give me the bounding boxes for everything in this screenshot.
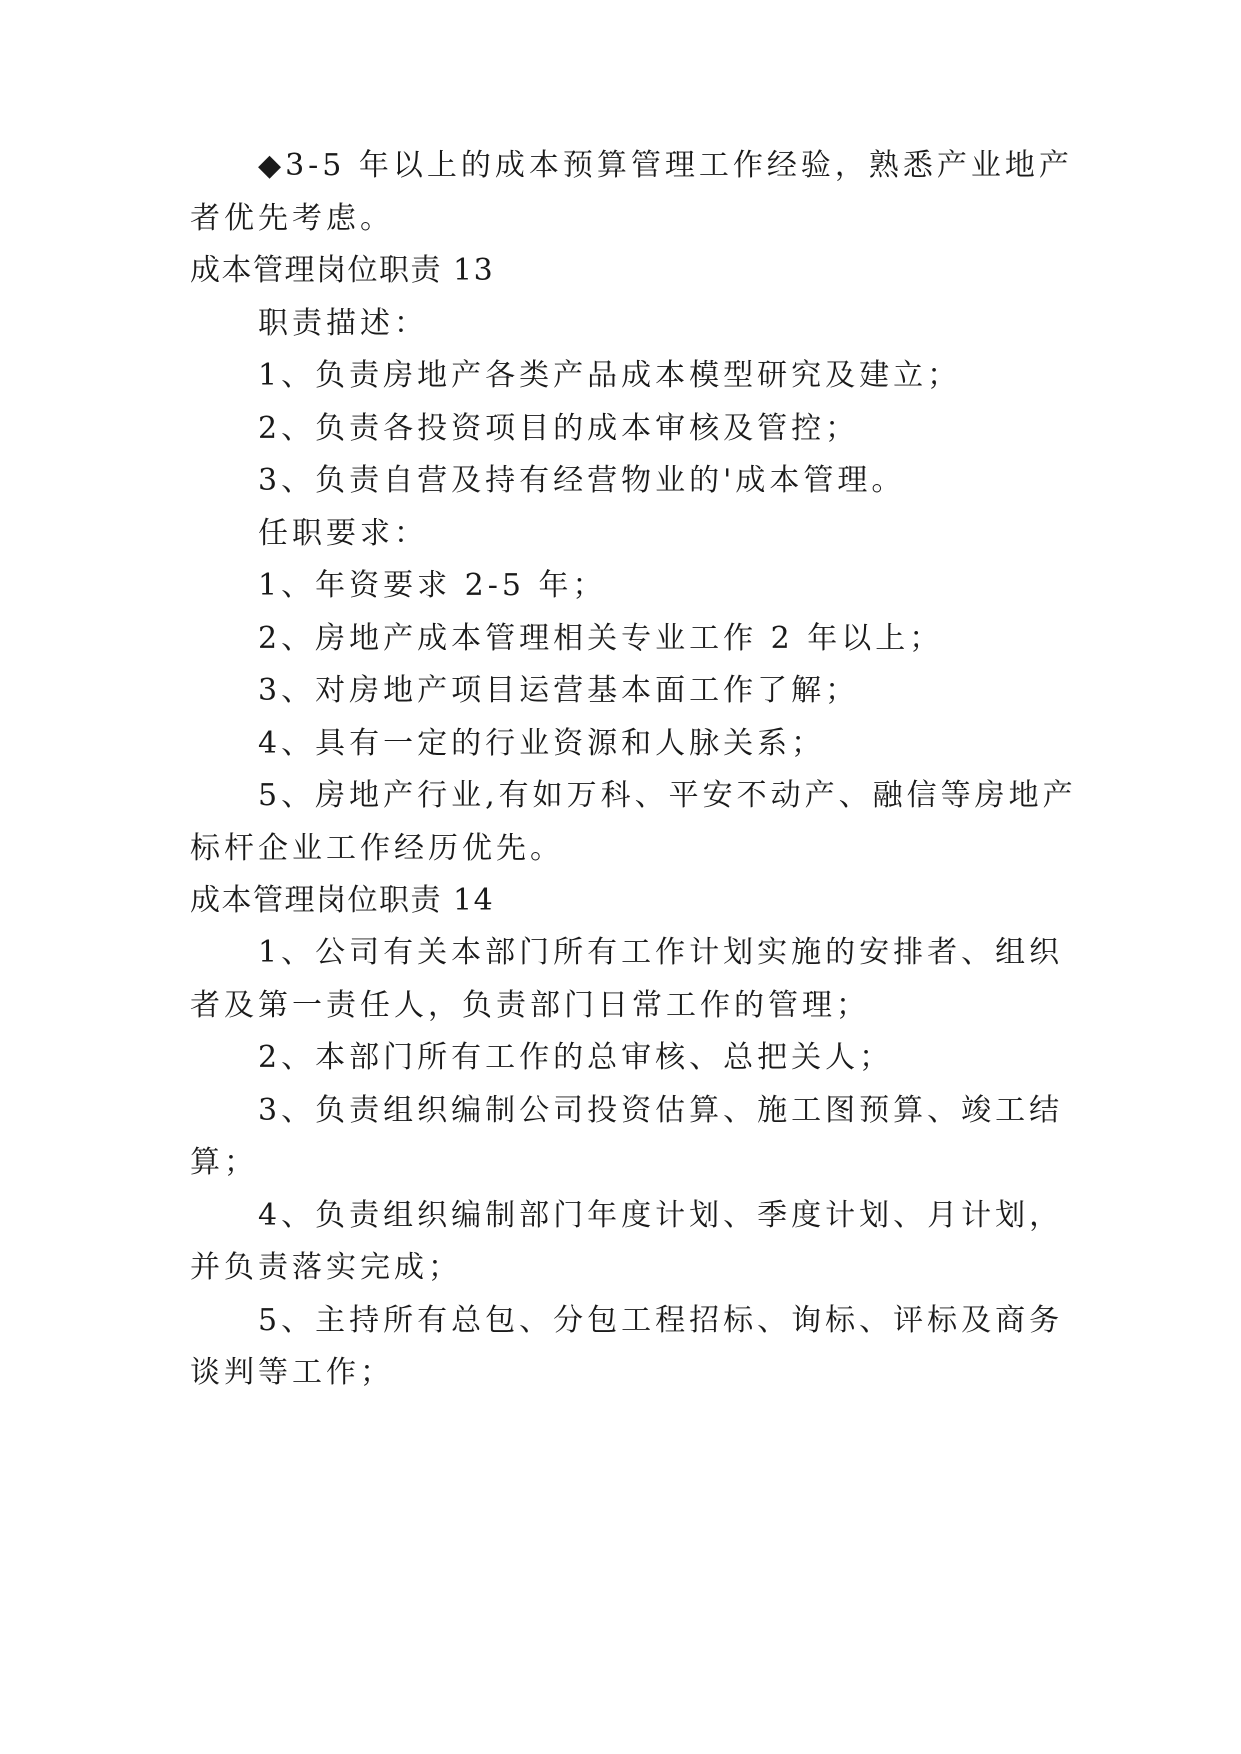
list-item: 3、对房地产项目运营基本面工作了解； <box>258 673 860 708</box>
list-item: 1、负责房地产各类产品成本模型研究及建立； <box>258 358 962 393</box>
list-item-continuation: 算； <box>190 1145 258 1180</box>
list-item: 2、负责各投资项目的成本审核及管控； <box>258 411 860 446</box>
list-item-continuation: 谈判等工作； <box>190 1355 394 1390</box>
paragraph-line: 职责描述： <box>258 306 428 341</box>
list-item: 1、年资要求 2-5 年； <box>258 568 607 603</box>
paragraph-line: 任职要求： <box>258 516 428 551</box>
list-item: 2、本部门所有工作的总审核、总把关人； <box>258 1040 894 1075</box>
paragraph-line: 者优先考虑。 <box>190 201 394 236</box>
list-item: 3、负责自营及持有经营物业的'成本管理。 <box>258 463 906 498</box>
paragraph-line: ◆3-5 年以上的成本预算管理工作经验，熟悉产业地产 <box>258 148 1073 183</box>
list-item: 4、负责组织编制部门年度计划、季度计划、月计划， <box>258 1198 1064 1233</box>
list-item: 4、具有一定的行业资源和人脉关系； <box>258 726 826 761</box>
list-item-continuation: 标杆企业工作经历优先。 <box>190 831 564 866</box>
list-item: 5、房地产行业,有如万科、平安不动产、融信等房地产 <box>258 778 1077 813</box>
list-item-continuation: 并负责落实完成； <box>190 1250 462 1285</box>
list-item: 2、房地产成本管理相关专业工作 2 年以上； <box>258 621 944 656</box>
list-item: 5、主持所有总包、分包工程招标、询标、评标及商务 <box>258 1303 1064 1338</box>
section-heading: 成本管理岗位职责 13 <box>190 253 495 288</box>
section-heading: 成本管理岗位职责 14 <box>190 883 495 918</box>
list-item: 1、公司有关本部门所有工作计划实施的安排者、组织 <box>258 935 1064 970</box>
list-item-continuation: 者及第一责任人，负责部门日常工作的管理； <box>190 988 870 1023</box>
list-item: 3、负责组织编制公司投资估算、施工图预算、竣工结 <box>258 1093 1064 1128</box>
